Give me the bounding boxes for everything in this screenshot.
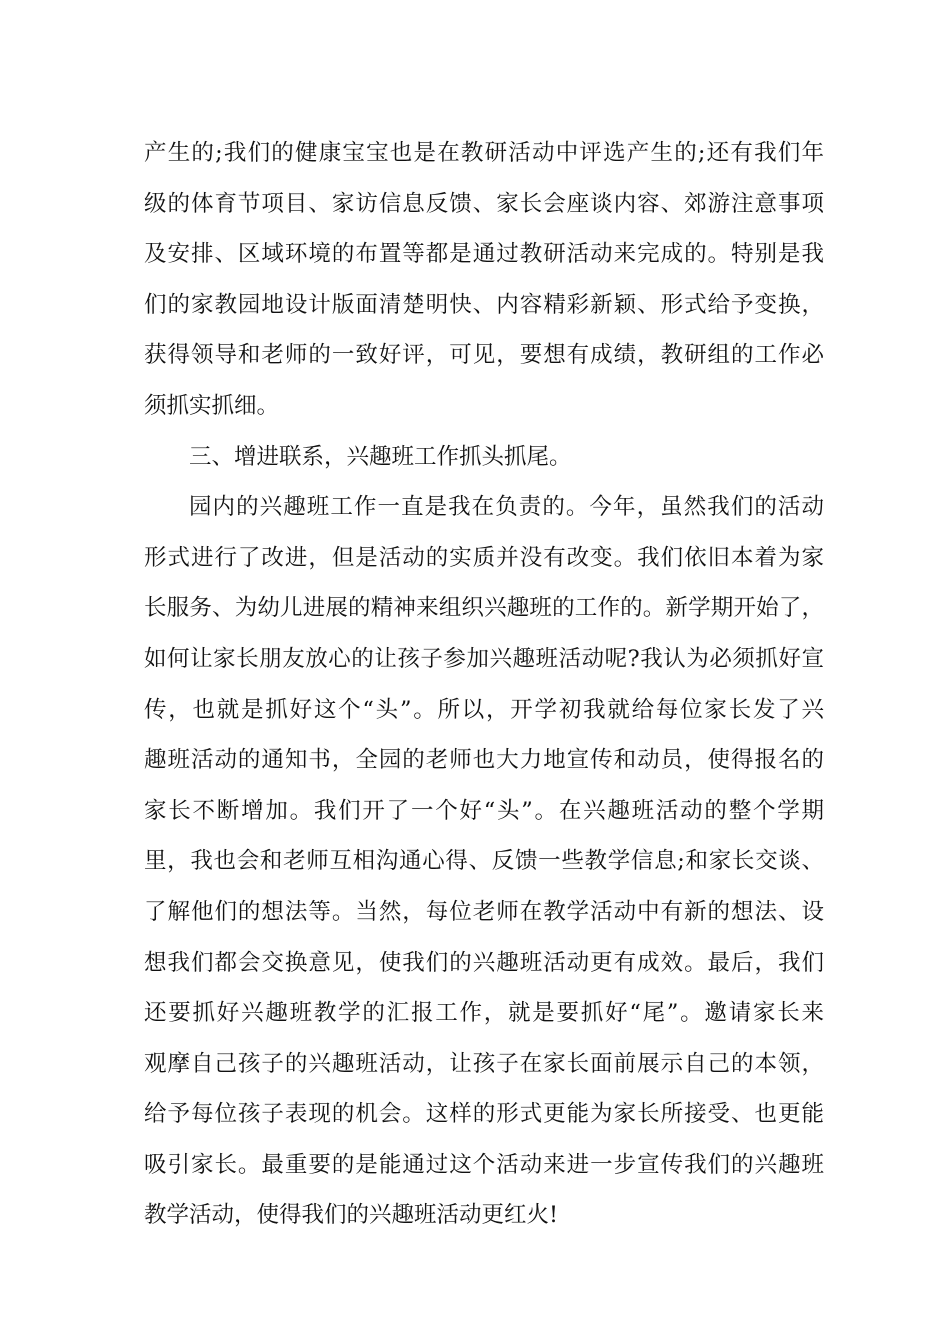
text-line: 传，也就是抓好这个“头”。所以，开学初我就给每位家长发了兴: [144, 696, 824, 723]
text-line: 给予每位孩子表现的机会。这样的形式更能为家长所接受、也更能: [144, 1101, 824, 1128]
text-line: 还要抓好兴趣班教学的汇报工作，就是要抓好“尾”。邀请家长来: [144, 1000, 824, 1027]
text-line: 们的家教园地设计版面清楚明快、内容精彩新颖、形式给予变换，: [144, 291, 824, 318]
text-line: 观摩自己孩子的兴趣班活动，让孩子在家长面前展示自己的本领，: [144, 1050, 824, 1077]
text-line: 级的体育节项目、家访信息反馈、家长会座谈内容、郊游注意事项: [144, 190, 824, 217]
text-line: 产生的;我们的健康宝宝也是在教研活动中评选产生的;还有我们年: [144, 140, 824, 166]
text-line: 园内的兴趣班工作一直是我在负责的。今年，虽然我们的活动: [189, 494, 824, 521]
text-line: 了解他们的想法等。当然，每位老师在教学活动中有新的想法、设: [144, 898, 824, 925]
text-line: 教学活动，使得我们的兴趣班活动更红火!: [144, 1202, 559, 1229]
text-line: 如何让家长朋友放心的让孩子参加兴趣班活动呢?我认为必须抓好宣: [144, 645, 824, 672]
text-line: 里，我也会和老师互相沟通心得、反馈一些教学信息;和家长交谈、: [144, 848, 824, 875]
text-line: 吸引家长。最重要的是能通过这个活动来进一步宣传我们的兴趣班: [144, 1151, 824, 1178]
text-line: 须抓实抓细。: [144, 392, 280, 419]
section-heading: 三、增进联系，兴趣班工作抓头抓尾。: [189, 443, 572, 470]
document-body: [144, 128, 824, 1241]
text-line: 及安排、区域环境的布置等都是通过教研活动来完成的。特别是我: [144, 241, 824, 268]
text-line: 长服务、为幼儿进展的精神来组织兴趣班的工作的。新学期开始了，: [144, 595, 824, 622]
text-line: 家长不断增加。我们开了一个好“头”。在兴趣班活动的整个学期: [144, 797, 824, 824]
text-line: 形式进行了改进，但是活动的实质并没有改变。我们依旧本着为家: [144, 544, 824, 571]
text-line: 获得领导和老师的一致好评，可见，要想有成绩，教研组的工作必: [144, 342, 824, 369]
text-line: 趣班活动的通知书，全园的老师也大力地宣传和动员，使得报名的: [144, 747, 824, 774]
text-line: 想我们都会交换意见，使我们的兴趣班活动更有成效。最后，我们: [144, 949, 824, 976]
